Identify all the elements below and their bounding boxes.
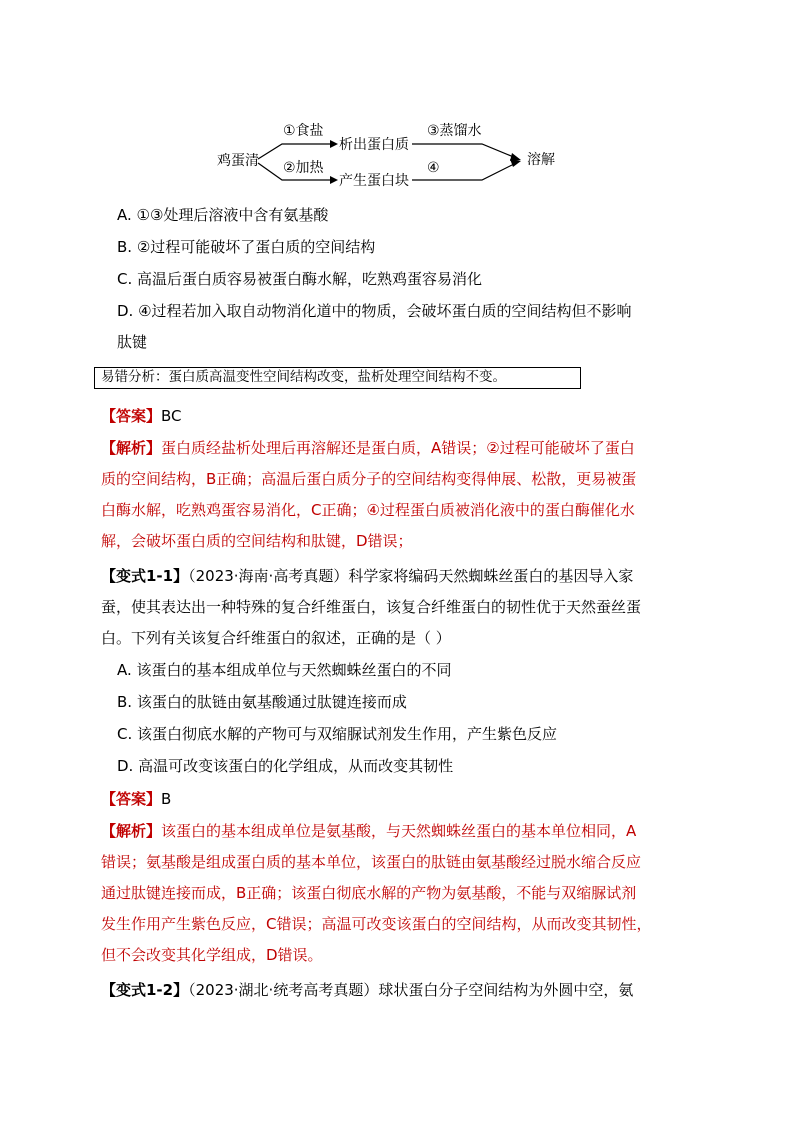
v11-option-c: C. 该蛋白彻底水解的产物可与双缩脲试剂发生作用，产生紫色反应 [117, 725, 558, 743]
q1-option-a: A. ①③处理后溶液中含有氨基酸 [117, 206, 329, 224]
answer-value: BC [161, 407, 182, 425]
analysis-label: 【解析】 [101, 439, 162, 457]
v11-analysis-line-5: 但不会改变其化学组成，D错误。 [101, 946, 323, 964]
v11-answer-line [101, 789, 171, 809]
v12-stem-line-1: 【变式1-2】（2023·湖北·统考高考真题）球状蛋白分子空间结构为外圆中空，氨 [101, 981, 634, 999]
v11-stem-line-1: 【变式1-1】（2023·海南·高考真题）科学家将编码天然蜘蛛丝蛋白的基因导入家 [101, 567, 634, 585]
q1-option-d-cont: 肽键 [117, 333, 148, 351]
v12-label: 【变式1-2】 [101, 981, 189, 999]
answer-label: 【答案】 [101, 407, 162, 425]
analysis-label: 【解析】 [101, 822, 162, 840]
diagram-start: 鸡蛋清 [217, 153, 259, 169]
v11-source: （2023·海南·高考真题） [188, 567, 349, 585]
v11-option-a: A. 该蛋白的基本组成单位与天然蜘蛛丝蛋白的不同 [117, 661, 452, 679]
diagram-step4: ④ [427, 160, 440, 176]
v11-option-d: D. 高温可改变该蛋白的化学组成，从而改变其韧性 [117, 757, 454, 775]
diagram-mid2: 产生蛋白块 [339, 173, 409, 189]
error-analysis-box: 易错分析：蛋白质高温变性空间结构改变，盐析处理空间结构不变。 [94, 367, 581, 389]
q1-analysis-line-2: 质的空间结构，B正确；高温后蛋白质分子的空间结构变得伸展、松散，更易被蛋 [101, 470, 637, 488]
arrow-water [412, 144, 516, 158]
q1-answer-line [101, 406, 182, 426]
diagram-mid1: 析出蛋白质 [339, 137, 409, 153]
q1-option-c: C. 高温后蛋白质容易被蛋白酶水解，吃熟鸡蛋容易消化 [117, 270, 483, 288]
v11-stem-line-3: 白。下列有关该复合纤维蛋白的叙述，正确的是（ ） [101, 629, 451, 647]
q1-option-d: D. ④过程若加入取自动物消化道中的物质，会破坏蛋白质的空间结构但不影响 [117, 302, 632, 320]
v11-analysis-line-1: 【解析】该蛋白的基本组成单位是氨基酸，与天然蜘蛛丝蛋白的基本单位相同，A [101, 822, 637, 840]
v11-analysis-line-3: 通过肽键连接而成，B正确；该蛋白彻底水解的产物为氨基酸，不能与双缩脲试剂 [101, 884, 637, 902]
v11-stem-line-2: 蚕，使其表达出一种特殊的复合纤维蛋白，该复合纤维蛋白的韧性优于天然蚕丝蛋 [101, 598, 642, 616]
q1-option-b: B. ②过程可能破坏了蛋白质的空间结构 [117, 238, 376, 256]
v12-source: （2023·湖北·统考高考真题） [188, 981, 379, 999]
answer-label: 【答案】 [101, 790, 162, 808]
protein-flow-diagram [0, 0, 794, 200]
v11-analysis-line-4: 发生作用产生紫色反应，C错误；高温可改变该蛋白的空间结构，从而改变其韧性， [101, 915, 652, 933]
q1-analysis-line-1: 【解析】蛋白质经盐析处理后再溶解还是蛋白质，A错误；②过程可能破坏了蛋白 [101, 439, 635, 457]
diagram-step1: ①食盐 [283, 123, 324, 139]
v11-label: 【变式1-1】 [101, 567, 189, 585]
answer-value: B [161, 790, 172, 808]
v11-option-b: B. 该蛋白的肽链由氨基酸通过肽键连接而成 [117, 693, 407, 711]
arrow-salt [258, 144, 330, 159]
diagram-step3: ③蒸馏水 [427, 123, 482, 139]
diagram-end: 溶解 [527, 152, 555, 168]
v11-analysis-line-2: 错误；氨基酸是组成蛋白质的基本单位，该蛋白的肽链由氨基酸经过脱水缩合反应 [101, 853, 642, 871]
q1-analysis-line-4: 解，会破坏蛋白质的空间结构和肽键，D错误； [101, 532, 413, 550]
q1-analysis-line-3: 白酶水解，吃熟鸡蛋容易消化，C正确；④过程蛋白质被消化液中的蛋白酶催化水 [101, 501, 635, 519]
diagram-step2: ②加热 [283, 160, 324, 176]
